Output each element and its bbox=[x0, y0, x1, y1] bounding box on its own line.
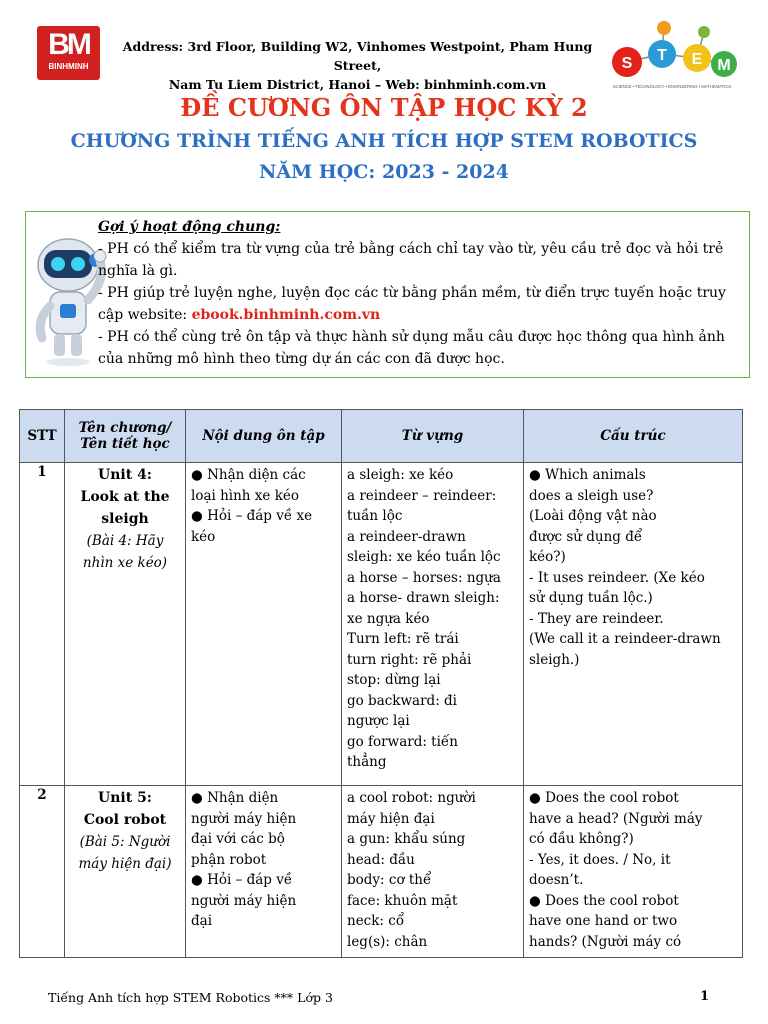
page-title: ĐỀ CƯƠNG ÔN TẬP HỌC KỲ 2 bbox=[180, 93, 588, 122]
address-line-1: Address: 3rd Floor, Building W2, Vinhomes Westpoint, Pham Hung Street, bbox=[122, 39, 593, 73]
structure-line: hands? (Người máy có bbox=[529, 933, 682, 950]
structure-line: (Loài động vật nào bbox=[529, 508, 657, 524]
structure-line: doesn’t. bbox=[529, 872, 584, 888]
content-line: đại bbox=[191, 913, 213, 929]
note-line: - PH có thể kiểm tra từ vựng của trẻ bằng cách chỉ tay vào từ, yêu cầu trẻ đọc và hỏi trẻ bbox=[98, 241, 724, 257]
vocab-line: thẳng bbox=[347, 754, 387, 770]
content-line: kéo bbox=[191, 528, 216, 545]
note-line: cập website: bbox=[98, 307, 192, 323]
note-line: của những mô hình theo từng dự án các con đã được học. bbox=[98, 351, 505, 367]
stem-caption: SCIENCE • TECHNOLOGY • ENGINEERING • MATHEMATICS bbox=[612, 84, 732, 89]
vocab-line: máy hiện đại bbox=[347, 810, 435, 827]
note-line: - PH giúp trẻ luyện nghe, luyện đọc các từ bằng phần mềm, từ điển trực tuyến hoặc truy bbox=[98, 285, 726, 301]
vocab-line: a gun: khẩu súng bbox=[347, 831, 466, 847]
review-content bbox=[186, 786, 342, 958]
vocab-line: go backward: đi bbox=[347, 692, 457, 709]
stem-letter-m: M bbox=[717, 57, 731, 74]
content-line: ● Hỏi – đáp về xe bbox=[191, 508, 313, 524]
notes-heading: Gợi ý hoạt động chung: bbox=[98, 219, 281, 235]
structure-line: được sử dụng để bbox=[529, 528, 643, 545]
page-number: 1 bbox=[700, 989, 710, 1004]
activity-notes-box bbox=[25, 211, 750, 378]
structure-line: - It uses reindeer. (Xe kéo bbox=[529, 569, 705, 586]
structure-line: ● Does the cool robot bbox=[529, 892, 679, 909]
row-number: 1 bbox=[20, 463, 65, 786]
vocab-line: ngược lại bbox=[347, 713, 410, 729]
header-chapter: Tên chương/ Tên tiết học bbox=[65, 410, 186, 463]
structure-line: have one hand or two bbox=[529, 913, 678, 929]
review-content bbox=[186, 463, 342, 786]
structure-line: does a sleigh use? bbox=[529, 487, 654, 504]
vocabulary bbox=[342, 463, 524, 786]
structure-line: sleigh.) bbox=[529, 651, 580, 668]
table-row bbox=[20, 786, 743, 958]
program-title: CHƯƠNG TRÌNH TIẾNG ANH TÍCH HỢP STEM ROBOTICS bbox=[70, 130, 698, 152]
header-content: Nội dung ôn tập bbox=[186, 410, 342, 463]
logo-word: BINHMINH bbox=[48, 62, 89, 71]
header-stt: STT bbox=[20, 410, 65, 463]
unit-name: Unit 4: Look at the sleigh (Bài 4: Hãy nhìn xe kéo) bbox=[65, 463, 186, 786]
stem-logo bbox=[602, 14, 742, 94]
header-vocab: Từ vựng bbox=[342, 410, 524, 463]
vocab-line: a reindeer-drawn bbox=[347, 528, 466, 545]
stem-node-icon bbox=[698, 26, 710, 38]
structure-line: - They are reindeer. bbox=[529, 610, 664, 627]
content-line: người máy hiện bbox=[191, 810, 297, 827]
table-header-row bbox=[20, 410, 743, 463]
structure-line: sử dụng tuần lộc.) bbox=[529, 590, 653, 606]
vocab-line: turn right: rẽ phải bbox=[347, 651, 472, 668]
note-line: nghĩa là gì. bbox=[98, 263, 178, 279]
binhminh-logo bbox=[37, 26, 100, 80]
vocab-line: stop: dừng lại bbox=[347, 672, 441, 688]
address-line-2: Nam Tu Liem District, Hanoi – Web: binhminh.com.vn bbox=[168, 77, 547, 92]
content-line: ● Nhận diện các bbox=[191, 467, 306, 483]
content-line: ● Hỏi – đáp về bbox=[191, 872, 293, 888]
note-line: - PH có thể cùng trẻ ôn tập và thực hành sử dụng mẫu câu được học thông qua hình ảnh bbox=[98, 329, 725, 345]
table-row bbox=[20, 463, 743, 786]
vocab-line: face: khuôn mặt bbox=[347, 892, 458, 909]
vocab-line: head: đầu bbox=[347, 851, 415, 868]
stem-letter-s: S bbox=[621, 55, 633, 72]
vocab-line: a horse – horses: ngựa bbox=[347, 569, 501, 586]
notes-text bbox=[98, 216, 738, 370]
stem-letter-e: E bbox=[691, 51, 703, 68]
structure-line: kéo?) bbox=[529, 549, 566, 565]
vocab-line: a horse- drawn sleigh: bbox=[347, 590, 500, 606]
vocab-line: a cool robot: người bbox=[347, 790, 476, 806]
vocab-line: sleigh: xe kéo tuần lộc bbox=[347, 549, 501, 565]
structure-line: ● Does the cool robot bbox=[529, 790, 679, 806]
vocab-line: a reindeer – reindeer: bbox=[347, 487, 497, 504]
stem-node-icon bbox=[657, 21, 671, 35]
content-line: đại với các bộ bbox=[191, 831, 285, 847]
structure-line: - Yes, it does. / No, it bbox=[529, 851, 671, 868]
content-line: ● Nhận diện bbox=[191, 790, 279, 806]
structure-line: ● Which animals bbox=[529, 467, 646, 483]
vocab-line: a sleigh: xe kéo bbox=[347, 467, 454, 483]
content-line: người máy hiện bbox=[191, 892, 297, 909]
structure bbox=[524, 463, 743, 786]
vocab-line: go forward: tiến bbox=[347, 733, 458, 750]
header-structure: Cấu trúc bbox=[524, 410, 743, 463]
vocab-line: xe ngựa kéo bbox=[347, 610, 430, 627]
address-block bbox=[110, 37, 605, 94]
structure-line: have a head? (Người máy bbox=[529, 810, 703, 827]
structure bbox=[524, 786, 743, 958]
unit-name: Unit 5: Cool robot (Bài 5: Người máy hiện đại) bbox=[65, 786, 186, 958]
footer-text: Tiếng Anh tích hợp STEM Robotics *** Lớp 3 bbox=[48, 990, 333, 1005]
row-number: 2 bbox=[20, 786, 65, 958]
review-table bbox=[19, 409, 743, 958]
vocab-line: leg(s): chân bbox=[347, 933, 428, 950]
vocab-line: Turn left: rẽ trái bbox=[347, 631, 459, 647]
vocab-line: tuần lộc bbox=[347, 508, 403, 524]
stem-letter-t: T bbox=[657, 47, 667, 64]
ebook-link[interactable]: ebook.binhminh.com.vn bbox=[191, 307, 381, 323]
vocab-line: body: cơ thể bbox=[347, 872, 432, 888]
structure-line: (We call it a reindeer-drawn bbox=[529, 631, 721, 647]
vocab-line: neck: cổ bbox=[347, 913, 405, 929]
school-year: NĂM HỌC: 2023 - 2024 bbox=[259, 161, 509, 183]
logo-mark: BM bbox=[48, 28, 89, 61]
content-line: loại hình xe kéo bbox=[191, 487, 299, 504]
vocabulary bbox=[342, 786, 524, 958]
structure-line: có đầu không?) bbox=[529, 831, 634, 847]
content-line: phận robot bbox=[191, 851, 267, 868]
